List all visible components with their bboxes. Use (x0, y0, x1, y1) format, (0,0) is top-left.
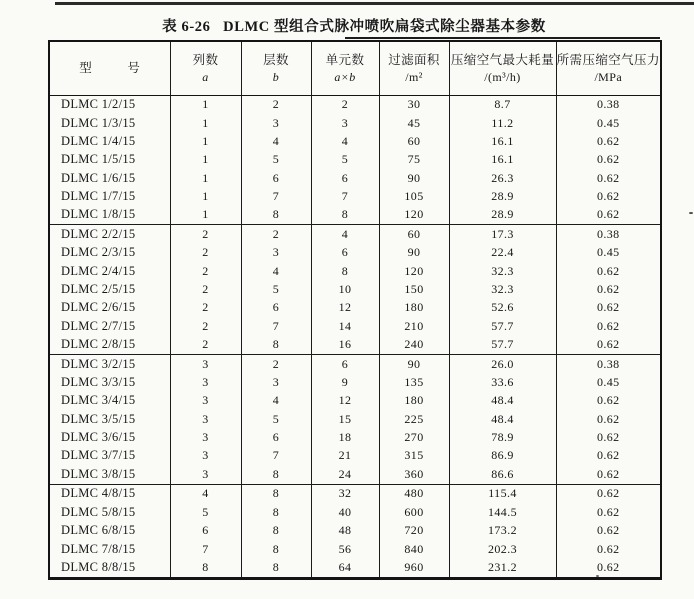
value-cell: 202.3 (449, 540, 556, 558)
col-header-columns-label: 列数 (192, 52, 219, 67)
value-cell: 8 (241, 335, 311, 354)
value-cell: 960 (379, 558, 449, 578)
value-cell: 4 (311, 132, 379, 150)
table-row (49, 299, 661, 317)
value-cell: 2 (241, 95, 311, 114)
table-row (49, 392, 661, 410)
value-cell: 28.9 (449, 206, 556, 225)
value-cell: 8 (241, 522, 311, 540)
value-cell: 21 (311, 447, 379, 465)
value-cell: 0.62 (556, 447, 661, 465)
model-cell: DLMC 2/5/15 (49, 280, 170, 298)
value-cell: 7 (241, 447, 311, 465)
value-cell: 0.45 (556, 373, 661, 391)
col-header-air-pressure-unit: /MPa (594, 70, 623, 85)
value-cell: 32 (311, 484, 379, 503)
value-cell: 16 (311, 335, 379, 354)
value-cell: 64 (311, 558, 379, 578)
model-cell: DLMC 3/8/15 (49, 465, 170, 484)
table-row (49, 244, 661, 262)
value-cell: 150 (379, 280, 449, 298)
header-row (49, 41, 661, 95)
value-cell: 40 (311, 503, 379, 521)
value-cell: 6 (311, 354, 379, 373)
table-row (49, 206, 661, 225)
value-cell: 240 (379, 335, 449, 354)
model-cell: DLMC 3/4/15 (49, 392, 170, 410)
value-cell: 2 (170, 335, 241, 354)
value-cell: 5 (241, 410, 311, 428)
table-caption: 表 6-26 DLMC 型组合式脉冲喷吹扁袋式除尘器基本参数 (162, 19, 546, 35)
value-cell: 105 (379, 187, 449, 205)
model-cell: DLMC 2/6/15 (49, 299, 170, 317)
value-cell: 0.62 (556, 465, 661, 484)
value-cell: 2 (311, 95, 379, 114)
table-row (49, 410, 661, 428)
parameters-table (48, 40, 662, 580)
value-cell: 210 (379, 317, 449, 335)
value-cell: 57.7 (449, 335, 556, 354)
table-header (49, 41, 661, 95)
value-cell: 0.62 (556, 410, 661, 428)
value-cell: 225 (379, 410, 449, 428)
value-cell: 0.62 (556, 540, 661, 558)
value-cell: 0.62 (556, 428, 661, 446)
value-cell: 33.6 (449, 373, 556, 391)
scan-artifact-dot (689, 212, 693, 214)
model-cell: DLMC 4/8/15 (49, 484, 170, 503)
value-cell: 4 (311, 225, 379, 244)
model-cell: DLMC 1/4/15 (49, 132, 170, 150)
table-row (49, 151, 661, 169)
value-cell: 16.1 (449, 151, 556, 169)
value-cell: 3 (170, 447, 241, 465)
value-cell: 8 (311, 262, 379, 280)
value-cell: 180 (379, 299, 449, 317)
value-cell: 3 (241, 244, 311, 262)
row-group (49, 225, 661, 355)
value-cell: 120 (379, 206, 449, 225)
table-row (49, 335, 661, 354)
value-cell: 2 (170, 280, 241, 298)
model-cell: DLMC 5/8/15 (49, 503, 170, 521)
value-cell: 5 (170, 503, 241, 521)
value-cell: 7 (241, 317, 311, 335)
table-row (49, 169, 661, 187)
col-header-air-consumption-label: 压缩空气最大耗量 (450, 52, 555, 67)
model-cell: DLMC 3/3/15 (49, 373, 170, 391)
table-row (49, 187, 661, 205)
value-cell: 5 (241, 151, 311, 169)
value-cell: 0.62 (556, 558, 661, 578)
value-cell: 600 (379, 503, 449, 521)
value-cell: 144.5 (449, 503, 556, 521)
value-cell: 1 (170, 95, 241, 114)
scan-artifact-border-smudge (345, 37, 660, 39)
value-cell: 2 (170, 299, 241, 317)
row-group (49, 95, 661, 225)
col-header-columns-symbol: a (202, 70, 209, 85)
value-cell: 0.62 (556, 503, 661, 521)
value-cell: 6 (241, 169, 311, 187)
model-cell: DLMC 1/3/15 (49, 114, 170, 132)
col-header-air-pressure (556, 41, 661, 95)
value-cell: 6 (170, 522, 241, 540)
value-cell: 8.7 (449, 95, 556, 114)
model-cell: DLMC 3/7/15 (49, 447, 170, 465)
value-cell: 3 (241, 114, 311, 132)
col-header-layers-label: 层数 (263, 52, 289, 67)
value-cell: 0.45 (556, 244, 661, 262)
value-cell: 48.4 (449, 392, 556, 410)
value-cell: 24 (311, 465, 379, 484)
value-cell: 26.0 (449, 354, 556, 373)
value-cell: 0.62 (556, 151, 661, 169)
value-cell: 1 (170, 187, 241, 205)
value-cell: 6 (311, 244, 379, 262)
value-cell: 3 (170, 392, 241, 410)
value-cell: 8 (241, 540, 311, 558)
table-row (49, 373, 661, 391)
value-cell: 48.4 (449, 410, 556, 428)
col-header-units-symbol: a×b (334, 70, 356, 85)
table-row (49, 558, 661, 578)
model-cell: DLMC 2/3/15 (49, 244, 170, 262)
value-cell: 12 (311, 299, 379, 317)
value-cell: 78.9 (449, 428, 556, 446)
value-cell: 26.3 (449, 169, 556, 187)
value-cell: 7 (170, 540, 241, 558)
table-row (49, 447, 661, 465)
value-cell: 135 (379, 373, 449, 391)
model-cell: DLMC 8/8/15 (49, 558, 170, 578)
col-header-filter-area-unit: /m² (405, 70, 423, 85)
model-cell: DLMC 2/2/15 (49, 225, 170, 244)
value-cell: 16.1 (449, 132, 556, 150)
value-cell: 1 (170, 206, 241, 225)
value-cell: 180 (379, 392, 449, 410)
value-cell: 3 (241, 373, 311, 391)
table-row (49, 132, 661, 150)
value-cell: 48 (311, 522, 379, 540)
col-header-units-label: 单元数 (325, 52, 365, 67)
model-cell: DLMC 6/8/15 (49, 522, 170, 540)
value-cell: 4 (241, 392, 311, 410)
value-cell: 0.38 (556, 225, 661, 244)
table-row (49, 317, 661, 335)
value-cell: 360 (379, 465, 449, 484)
value-cell: 0.62 (556, 299, 661, 317)
value-cell: 6 (311, 169, 379, 187)
value-cell: 3 (170, 410, 241, 428)
value-cell: 1 (170, 169, 241, 187)
col-header-layers-symbol: b (272, 70, 280, 85)
value-cell: 2 (170, 262, 241, 280)
value-cell: 0.62 (556, 522, 661, 540)
col-header-filter-area-label: 过滤面积 (388, 52, 440, 67)
value-cell: 4 (170, 484, 241, 503)
value-cell: 8 (241, 206, 311, 225)
table-row (49, 503, 661, 521)
table-row (49, 484, 661, 503)
value-cell: 6 (241, 428, 311, 446)
value-cell: 0.38 (556, 354, 661, 373)
col-header-model-label: 型 号 (79, 60, 141, 75)
value-cell: 1 (170, 132, 241, 150)
table-row (49, 262, 661, 280)
table-row (49, 95, 661, 114)
value-cell: 8 (241, 465, 311, 484)
value-cell: 45 (379, 114, 449, 132)
table-row (49, 540, 661, 558)
value-cell: 28.9 (449, 187, 556, 205)
model-cell: DLMC 2/7/15 (49, 317, 170, 335)
value-cell: 2 (170, 244, 241, 262)
value-cell: 90 (379, 244, 449, 262)
value-cell: 1 (170, 151, 241, 169)
value-cell: 0.62 (556, 484, 661, 503)
col-header-units (311, 41, 379, 95)
value-cell: 90 (379, 354, 449, 373)
table-row (49, 114, 661, 132)
value-cell: 5 (311, 151, 379, 169)
model-cell: DLMC 2/4/15 (49, 262, 170, 280)
value-cell: 15 (311, 410, 379, 428)
scan-artifact-top-line (55, 2, 694, 5)
value-cell: 0.62 (556, 132, 661, 150)
value-cell: 12 (311, 392, 379, 410)
col-header-filter-area (379, 41, 449, 95)
model-cell: DLMC 1/8/15 (49, 206, 170, 225)
value-cell: 6 (241, 299, 311, 317)
model-cell: DLMC 3/6/15 (49, 428, 170, 446)
value-cell: 52.6 (449, 299, 556, 317)
value-cell: 0.62 (556, 317, 661, 335)
value-cell: 4 (241, 132, 311, 150)
value-cell: 0.62 (556, 187, 661, 205)
value-cell: 86.6 (449, 465, 556, 484)
value-cell: 3 (311, 114, 379, 132)
model-cell: DLMC 1/6/15 (49, 169, 170, 187)
value-cell: 3 (170, 354, 241, 373)
value-cell: 17.3 (449, 225, 556, 244)
value-cell: 8 (311, 206, 379, 225)
value-cell: 8 (170, 558, 241, 578)
value-cell: 270 (379, 428, 449, 446)
value-cell: 480 (379, 484, 449, 503)
value-cell: 0.62 (556, 262, 661, 280)
value-cell: 2 (241, 225, 311, 244)
value-cell: 2 (170, 317, 241, 335)
table-row (49, 522, 661, 540)
value-cell: 10 (311, 280, 379, 298)
value-cell: 18 (311, 428, 379, 446)
model-cell: DLMC 1/7/15 (49, 187, 170, 205)
row-group (49, 354, 661, 484)
value-cell: 315 (379, 447, 449, 465)
value-cell: 840 (379, 540, 449, 558)
table-row (49, 280, 661, 298)
value-cell: 60 (379, 132, 449, 150)
value-cell: 5 (241, 280, 311, 298)
value-cell: 3 (170, 465, 241, 484)
value-cell: 2 (170, 225, 241, 244)
value-cell: 3 (170, 373, 241, 391)
model-cell: DLMC 1/2/15 (49, 95, 170, 114)
col-header-air-consumption (449, 41, 556, 95)
table-row (49, 225, 661, 244)
value-cell: 14 (311, 317, 379, 335)
scan-artifact-dot (596, 575, 599, 577)
value-cell: 120 (379, 262, 449, 280)
col-header-layers (241, 41, 311, 95)
value-cell: 32.3 (449, 280, 556, 298)
model-cell: DLMC 3/2/15 (49, 354, 170, 373)
value-cell: 90 (379, 169, 449, 187)
value-cell: 57.7 (449, 317, 556, 335)
value-cell: 11.2 (449, 114, 556, 132)
value-cell: 0.38 (556, 95, 661, 114)
value-cell: 0.45 (556, 114, 661, 132)
col-header-air-consumption-unit: /(m³/h) (484, 70, 521, 85)
col-header-model (49, 41, 170, 95)
row-group (49, 484, 661, 578)
table-row (49, 465, 661, 484)
value-cell: 115.4 (449, 484, 556, 503)
value-cell: 0.62 (556, 206, 661, 225)
value-cell: 720 (379, 522, 449, 540)
value-cell: 7 (311, 187, 379, 205)
value-cell: 8 (241, 503, 311, 521)
value-cell: 3 (170, 428, 241, 446)
value-cell: 4 (241, 262, 311, 280)
value-cell: 1 (170, 114, 241, 132)
value-cell: 56 (311, 540, 379, 558)
model-cell: DLMC 7/8/15 (49, 540, 170, 558)
value-cell: 173.2 (449, 522, 556, 540)
value-cell: 0.62 (556, 335, 661, 354)
value-cell: 0.62 (556, 169, 661, 187)
value-cell: 75 (379, 151, 449, 169)
value-cell: 32.3 (449, 262, 556, 280)
value-cell: 30 (379, 95, 449, 114)
value-cell: 9 (311, 373, 379, 391)
value-cell: 86.9 (449, 447, 556, 465)
value-cell: 231.2 (449, 558, 556, 578)
col-header-air-pressure-label: 所需压缩空气压力 (556, 52, 660, 67)
model-cell: DLMC 1/5/15 (49, 151, 170, 169)
model-cell: DLMC 3/5/15 (49, 410, 170, 428)
value-cell: 60 (379, 225, 449, 244)
model-cell: DLMC 2/8/15 (49, 335, 170, 354)
value-cell: 0.62 (556, 392, 661, 410)
value-cell: 8 (241, 484, 311, 503)
value-cell: 0.62 (556, 280, 661, 298)
value-cell: 8 (241, 558, 311, 578)
value-cell: 7 (241, 187, 311, 205)
col-header-columns (170, 41, 241, 95)
table-row (49, 428, 661, 446)
value-cell: 22.4 (449, 244, 556, 262)
value-cell: 2 (241, 354, 311, 373)
table-row (49, 354, 661, 373)
